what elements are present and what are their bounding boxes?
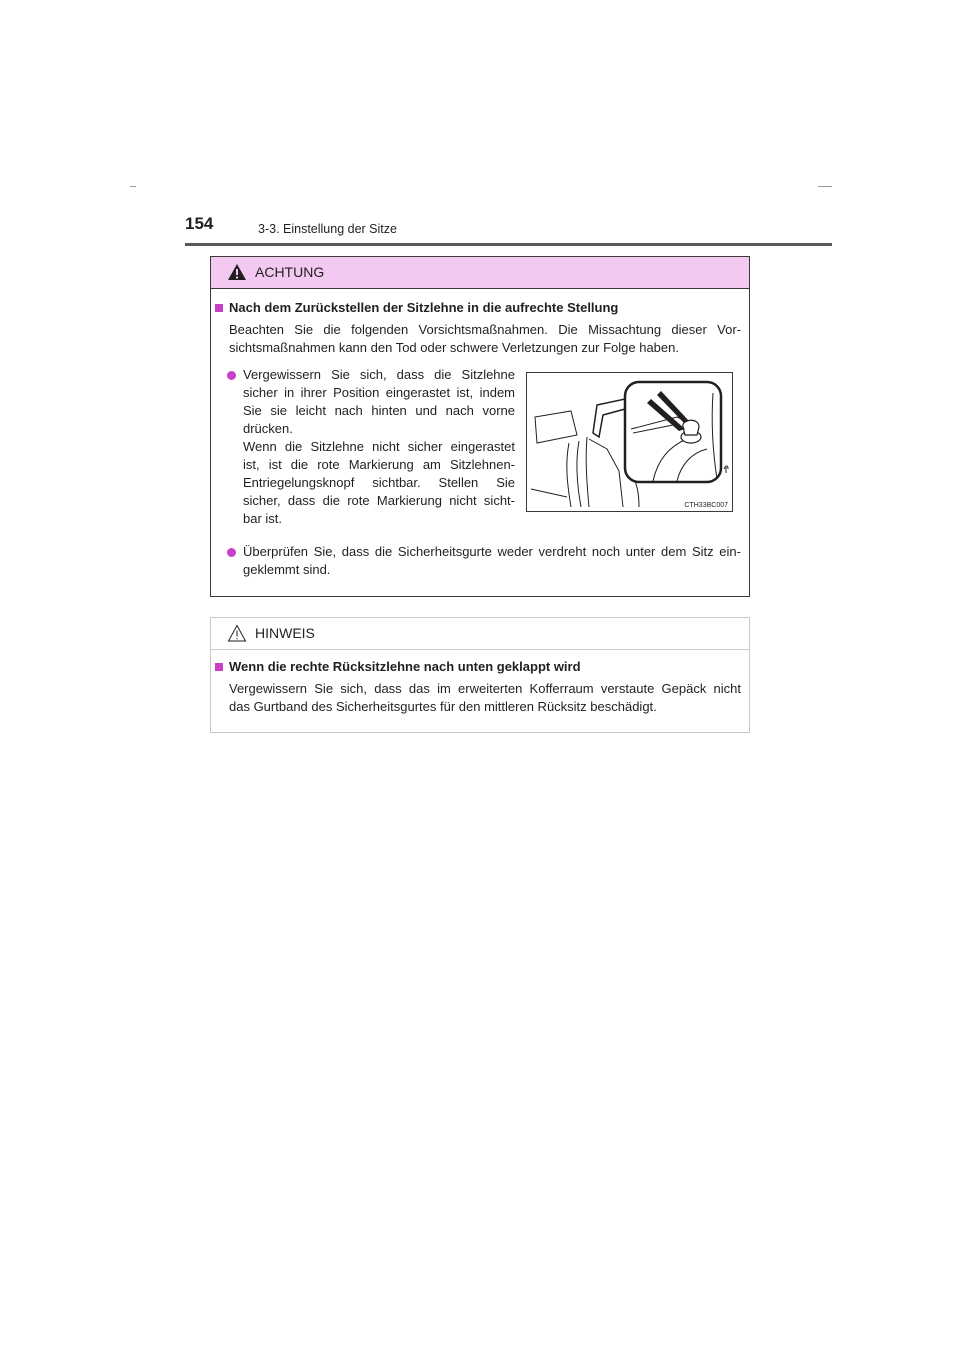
warning-triangle-icon	[227, 263, 247, 281]
bullet-1-line: Entriegelungsknopf sichtbar. Stellen Sie	[243, 475, 515, 490]
bullet-1-line: sicher in ihrer Position eingerastet ist, indem	[243, 385, 515, 400]
square-bullet-icon	[215, 663, 223, 671]
header-rule	[185, 243, 832, 246]
warning-title: ACHTUNG	[255, 264, 325, 280]
seat-release-illustration	[526, 372, 733, 512]
bullet-1-line: Sie sie leicht nach hinten und nach vorne	[243, 403, 515, 418]
warning-heading: Nach dem Zurückstellen der Sitzlehne in die aufrechte Stellung	[229, 300, 619, 315]
note-body	[229, 680, 741, 716]
warning-intro	[229, 321, 741, 357]
note-heading: Wenn die rechte Rücksitzlehne nach unten geklappt wird	[229, 659, 581, 674]
bullet-1-line: Vergewissern Sie sich, dass die Sitzlehne	[243, 367, 515, 382]
warning-intro-line: Beachten Sie die folgenden Vorsichtsmaßnahmen. Die Missachtung dieser Vor-	[229, 322, 741, 337]
note-header	[211, 618, 749, 650]
circle-bullet-icon	[227, 548, 236, 557]
bullet-1-line: drücken.	[243, 421, 293, 436]
crop-mark-left	[130, 186, 136, 187]
bullet-2-line: geklemmt sind.	[243, 562, 331, 577]
seatback-release-knob-drawing	[527, 373, 732, 511]
circle-bullet-icon	[227, 371, 236, 380]
warning-intro-line: sichtsmaßnahmen kann den Tod oder schwere Verletzungen zur Folge haben.	[229, 340, 679, 355]
section-title: 3-3. Einstellung der Sitze	[258, 222, 397, 236]
caution-triangle-icon	[227, 624, 247, 642]
bullet-1-line: sicher, dass die rote Markierung nicht sicht-	[243, 493, 515, 508]
warning-bullet-2	[243, 543, 741, 579]
bullet-1-line: ist, ist die rote Markierung am Sitzlehnen-	[243, 457, 515, 472]
warning-header	[211, 257, 749, 289]
illustration-code: CTH33BC007	[684, 502, 728, 509]
square-bullet-icon	[215, 304, 223, 312]
note-body-line: Vergewissern Sie sich, dass das im erweiterten Kofferraum verstaute Gepäck nicht	[229, 681, 741, 696]
warning-bullet-1	[243, 366, 515, 528]
bullet-2-line: Überprüfen Sie, dass die Sicherheitsgurte weder verdreht noch unter dem Sitz ein-	[243, 544, 741, 559]
note-title: HINWEIS	[255, 625, 315, 641]
bullet-1-line: bar ist.	[243, 511, 283, 526]
crop-mark-right	[818, 186, 832, 187]
note-body-line: das Gurtband des Sicherheitsgurtes für den mittleren Rücksitz beschädigt.	[229, 699, 657, 714]
bullet-1-line: Wenn die Sitzlehne nicht sicher eingerastet	[243, 439, 515, 454]
page-number: 154	[185, 214, 214, 233]
